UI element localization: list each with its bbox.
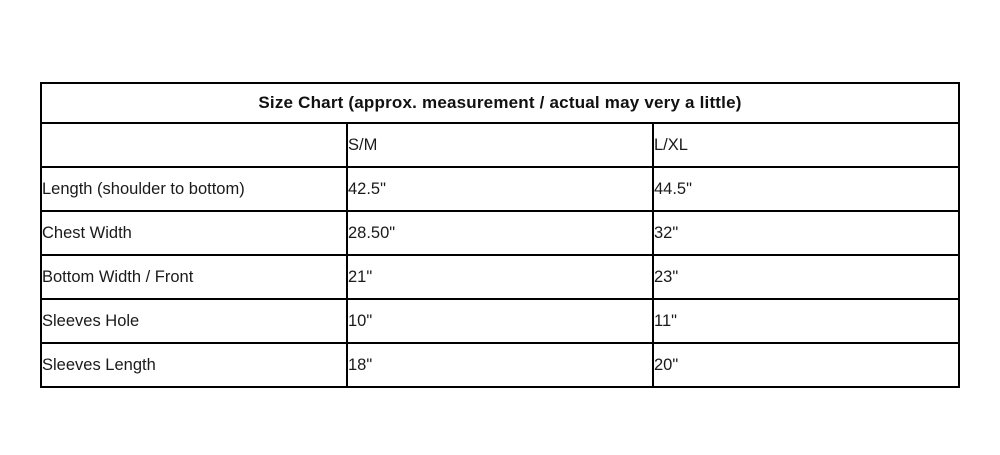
row-value-bottom-width-sm: 21" xyxy=(347,255,653,299)
row-label-sleeves-length: Sleeves Length xyxy=(41,343,347,387)
table-header-row xyxy=(41,123,959,167)
row-value-length-sm: 42.5" xyxy=(347,167,653,211)
table-row xyxy=(41,343,959,387)
row-value-chest-width-lxl: 32" xyxy=(653,211,959,255)
row-value-sleeves-hole-lxl: 11" xyxy=(653,299,959,343)
size-chart-title: Size Chart (approx. measurement / actual may very a little) xyxy=(41,83,959,123)
row-value-bottom-width-lxl: 23" xyxy=(653,255,959,299)
row-value-sleeves-hole-sm: 10" xyxy=(347,299,653,343)
table-row xyxy=(41,255,959,299)
table-row xyxy=(41,211,959,255)
header-cell-sm: S/M xyxy=(347,123,653,167)
row-value-length-lxl: 44.5" xyxy=(653,167,959,211)
row-value-chest-width-sm: 28.50" xyxy=(347,211,653,255)
header-cell-blank xyxy=(41,123,347,167)
row-label-length: Length (shoulder to bottom) xyxy=(41,167,347,211)
table-title-row xyxy=(41,83,959,123)
row-label-bottom-width: Bottom Width / Front xyxy=(41,255,347,299)
row-label-sleeves-hole: Sleeves Hole xyxy=(41,299,347,343)
size-chart-table xyxy=(40,82,960,388)
header-cell-lxl: L/XL xyxy=(653,123,959,167)
row-value-sleeves-length-sm: 18" xyxy=(347,343,653,387)
row-value-sleeves-length-lxl: 20" xyxy=(653,343,959,387)
table-row xyxy=(41,167,959,211)
table-row xyxy=(41,299,959,343)
row-label-chest-width: Chest Width xyxy=(41,211,347,255)
size-chart-container xyxy=(40,82,960,388)
